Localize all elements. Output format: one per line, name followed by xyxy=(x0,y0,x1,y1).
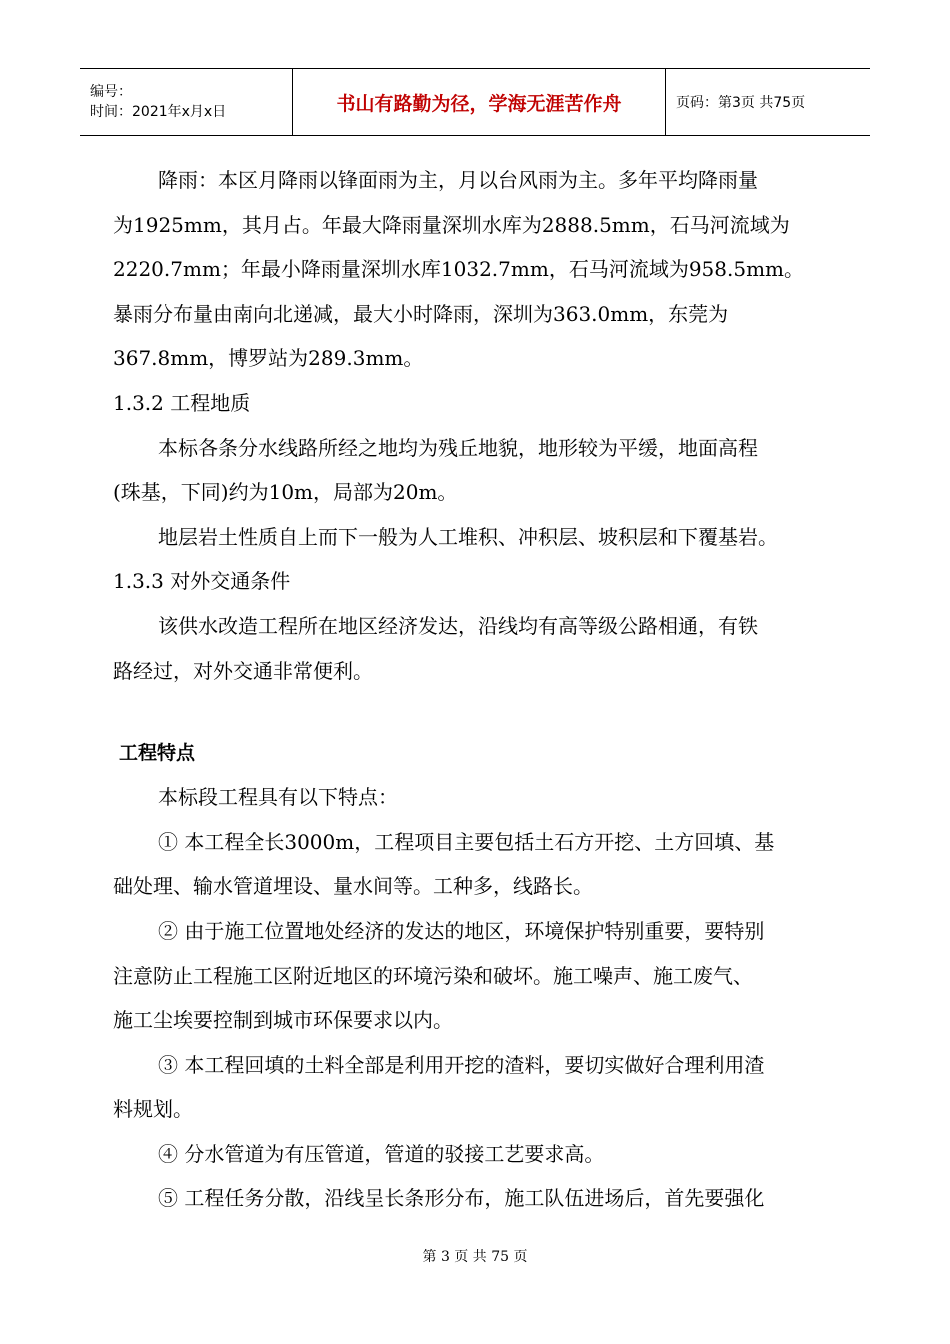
body-line: 地层岩土性质自上而下一般为人工堆积、冲积层、坡积层和下覆基岩。 xyxy=(158,524,778,549)
feature-item-5: ⑤ 工程任务分散，沿线呈长条形分布，施工队伍进场后，首先要强化 xyxy=(158,1186,765,1211)
body-line: (珠基，下同)约为10m，局部为20m。 xyxy=(113,480,458,505)
feature-item-2: ② 由于施工位置地处经济的发达的地区，环境保护特别重要，要特别 xyxy=(158,918,765,943)
feature-item-4: ④ 分水管道为有压管道，管道的驳接工艺要求高。 xyxy=(158,1141,605,1166)
header-motto: 书山有路勤为径，学海无涯苦作舟 xyxy=(336,92,622,115)
document-number: 编号： xyxy=(90,84,132,100)
header-meta-cell xyxy=(80,69,293,136)
body-line: 降雨：本区月降雨以锋面雨为主，月以台风雨为主。多年平均降雨量 xyxy=(158,168,758,192)
body-line: 注意防止工程施工区附近地区的环境污染和破坏。施工噪声、施工废气、 xyxy=(113,963,753,988)
header-page-cell xyxy=(666,69,871,136)
features-intro: 本标段工程具有以下特点： xyxy=(158,785,398,810)
body-line: 该供水改造工程所在地区经济发达，沿线均有高等级公路相通，有铁 xyxy=(158,613,758,638)
body-line: 路经过，对外交通非常便利。 xyxy=(113,658,373,683)
section-heading-1-3-3: 1.3.3 对外交通条件 xyxy=(113,569,291,594)
feature-item-3: ③ 本工程回填的土料全部是利用开挖的渣料，要切实做好合理利用渣 xyxy=(158,1052,765,1077)
header-page-info: 页码：第3页 共75页 xyxy=(676,95,806,111)
body-line: 料规划。 xyxy=(113,1097,193,1122)
document-header xyxy=(80,68,870,136)
body-line: 施工尘埃要控制到城市环保要求以内。 xyxy=(113,1008,453,1033)
body-line: 367.8mm，博罗站为289.3mm。 xyxy=(113,346,424,371)
section-gap xyxy=(113,693,838,731)
header-motto-cell xyxy=(293,69,666,136)
features-heading: 工程特点 xyxy=(119,742,196,765)
body-line: 2220.7mm；年最小降雨量深圳水库1032.7mm，石马河流域为958.5mm。 xyxy=(113,257,805,282)
body-line: 本标各条分水线路所经之地均为残丘地貌，地形较为平缓，地面高程 xyxy=(158,435,758,460)
feature-item-1: ① 本工程全长3000m，工程项目主要包括土石方开挖、土方回填、基 xyxy=(158,829,775,854)
body-line: 为1925mm，其月占。年最大降雨量深圳水库为2888.5mm，石马河流域为 xyxy=(113,212,790,237)
page-footer: 第 3 页 共 75 页 xyxy=(422,1249,528,1265)
document-body xyxy=(113,158,838,1221)
section-heading-1-3-2: 1.3.2 工程地质 xyxy=(113,390,251,415)
body-line: 暴雨分布量由南向北递减，最大小时降雨，深圳为363.0mm，东莞为 xyxy=(113,301,729,326)
body-line: 础处理、输水管道埋设、量水间等。工种多，线路长。 xyxy=(113,874,593,899)
document-date: 时间：2021年x月x日 xyxy=(90,104,227,120)
